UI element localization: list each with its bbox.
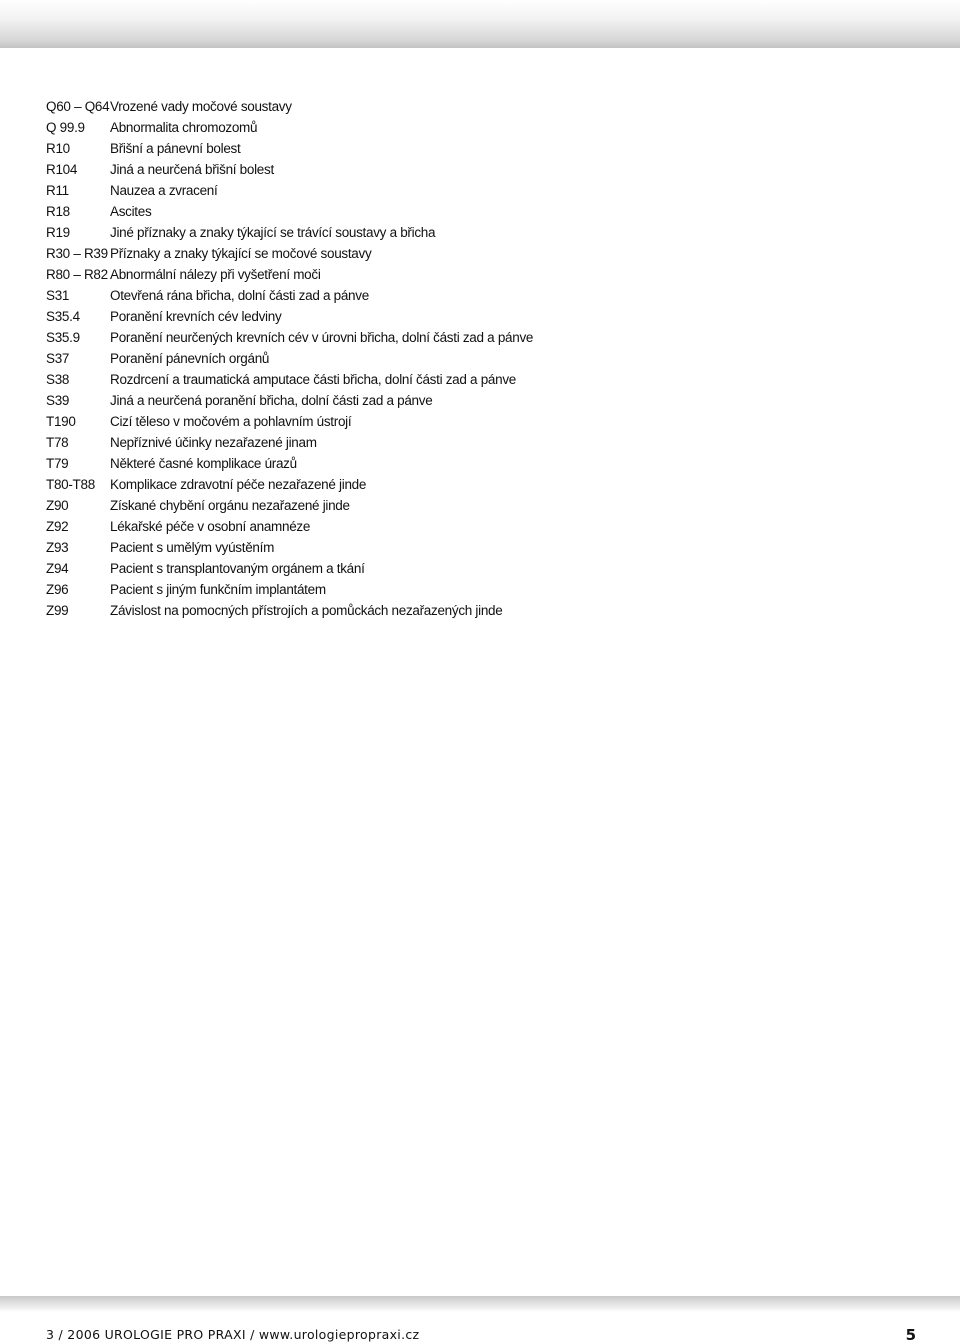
diagnosis-description: Některé časné komplikace úrazů	[110, 456, 297, 471]
diagnosis-code: Z94	[46, 561, 69, 576]
diagnosis-description: Abnormalita chromozomů	[110, 120, 258, 135]
diagnosis-description: Jiné příznaky a znaky týkající se trávící soustavy a břicha	[110, 225, 436, 240]
diagnosis-code: T190	[46, 414, 76, 429]
diagnosis-code: S38	[46, 372, 70, 387]
diagnosis-description: Nepříznivé účinky nezařazené jinam	[110, 435, 317, 450]
diagnosis-code: S31	[46, 288, 70, 303]
diagnosis-description: Poranění pánevních orgánů	[110, 351, 270, 366]
diagnosis-code: T78	[46, 435, 69, 450]
diagnosis-code: R30 – R39	[46, 246, 108, 261]
diagnosis-description: Komplikace zdravotní péče nezařazené jinde	[110, 477, 367, 492]
code-row	[46, 96, 926, 117]
footer-journal-info: 3 / 2006 UROLOGIE PRO PRAXI / www.urologiepropraxi.cz	[46, 1327, 420, 1342]
diagnosis-description: Otevřená rána břicha, dolní části zad a pánve	[110, 288, 369, 303]
code-row	[46, 285, 926, 306]
header-gradient-bar	[0, 0, 960, 48]
diagnosis-code: R10	[46, 141, 70, 156]
diagnosis-code: R104	[46, 162, 78, 177]
code-row	[46, 411, 926, 432]
diagnosis-code: Z96	[46, 582, 69, 597]
diagnosis-code: S35.9	[46, 330, 80, 345]
code-row	[46, 138, 926, 159]
diagnosis-description: Pacient s transplantovaným orgánem a tkání	[110, 561, 365, 576]
diagnosis-description: Jiná a neurčená břišní bolest	[110, 162, 274, 177]
diagnosis-code: S37	[46, 351, 70, 366]
diagnosis-code: Z90	[46, 498, 69, 513]
code-row	[46, 453, 926, 474]
diagnosis-code: R11	[46, 183, 69, 198]
diagnosis-code: Z99	[46, 603, 69, 618]
footer-gradient-bar	[0, 1296, 960, 1312]
code-row	[46, 600, 926, 621]
code-row	[46, 180, 926, 201]
code-row	[46, 579, 926, 600]
code-row	[46, 369, 926, 390]
code-row	[46, 495, 926, 516]
code-row	[46, 537, 926, 558]
code-row	[46, 222, 926, 243]
code-row	[46, 264, 926, 285]
code-row	[46, 348, 926, 369]
code-row	[46, 558, 926, 579]
diagnosis-description: Pacient s jiným funkčním implantátem	[110, 582, 326, 597]
page-number: 5	[905, 1326, 916, 1344]
diagnosis-code: T79	[46, 456, 69, 471]
diagnosis-description: Poranění krevních cév ledviny	[110, 309, 282, 324]
diagnosis-code: R80 – R82	[46, 267, 108, 282]
diagnosis-code: Z92	[46, 519, 69, 534]
diagnosis-description: Příznaky a znaky týkající se močové soustavy	[110, 246, 372, 261]
code-row	[46, 516, 926, 537]
diagnosis-description: Pacient s umělým vyústěním	[110, 540, 275, 555]
diagnosis-description: Závislost na pomocných přístrojích a pomůckách nezařazených jinde	[110, 603, 503, 618]
diagnosis-description: Jiná a neurčená poranění břicha, dolní části zad a pánve	[110, 393, 433, 408]
code-row	[46, 159, 926, 180]
diagnosis-code: S35.4	[46, 309, 80, 324]
diagnosis-description: Lékařské péče v osobní anamnéze	[110, 519, 311, 534]
diagnosis-description: Vrozené vady močové soustavy	[110, 99, 292, 114]
diagnosis-code-list	[46, 96, 926, 621]
diagnosis-code: T80-T88	[46, 477, 95, 492]
diagnosis-description: Ascites	[110, 204, 152, 219]
diagnosis-code: Q60 – Q64	[46, 99, 110, 114]
diagnosis-description: Břišní a pánevní bolest	[110, 141, 241, 156]
diagnosis-description: Poranění neurčených krevních cév v úrovni břicha, dolní části zad a pánve	[110, 330, 534, 345]
page-footer	[46, 1326, 916, 1344]
code-row	[46, 306, 926, 327]
diagnosis-description: Nauzea a zvracení	[110, 183, 218, 198]
diagnosis-description: Získané chybění orgánu nezařazené jinde	[110, 498, 350, 513]
diagnosis-code: R18	[46, 204, 70, 219]
diagnosis-code: S39	[46, 393, 70, 408]
code-row	[46, 117, 926, 138]
code-row	[46, 390, 926, 411]
code-row	[46, 243, 926, 264]
code-row	[46, 327, 926, 348]
diagnosis-code: Z93	[46, 540, 69, 555]
diagnosis-code: R19	[46, 225, 70, 240]
diagnosis-code: Q 99.9	[46, 120, 85, 135]
diagnosis-description: Cizí těleso v močovém a pohlavním ústrojí	[110, 414, 352, 429]
code-row	[46, 201, 926, 222]
code-row	[46, 474, 926, 495]
code-row	[46, 432, 926, 453]
diagnosis-description: Rozdrcení a traumatická amputace části břicha, dolní části zad a pánve	[110, 372, 516, 387]
diagnosis-description: Abnormální nálezy při vyšetření moči	[110, 267, 321, 282]
